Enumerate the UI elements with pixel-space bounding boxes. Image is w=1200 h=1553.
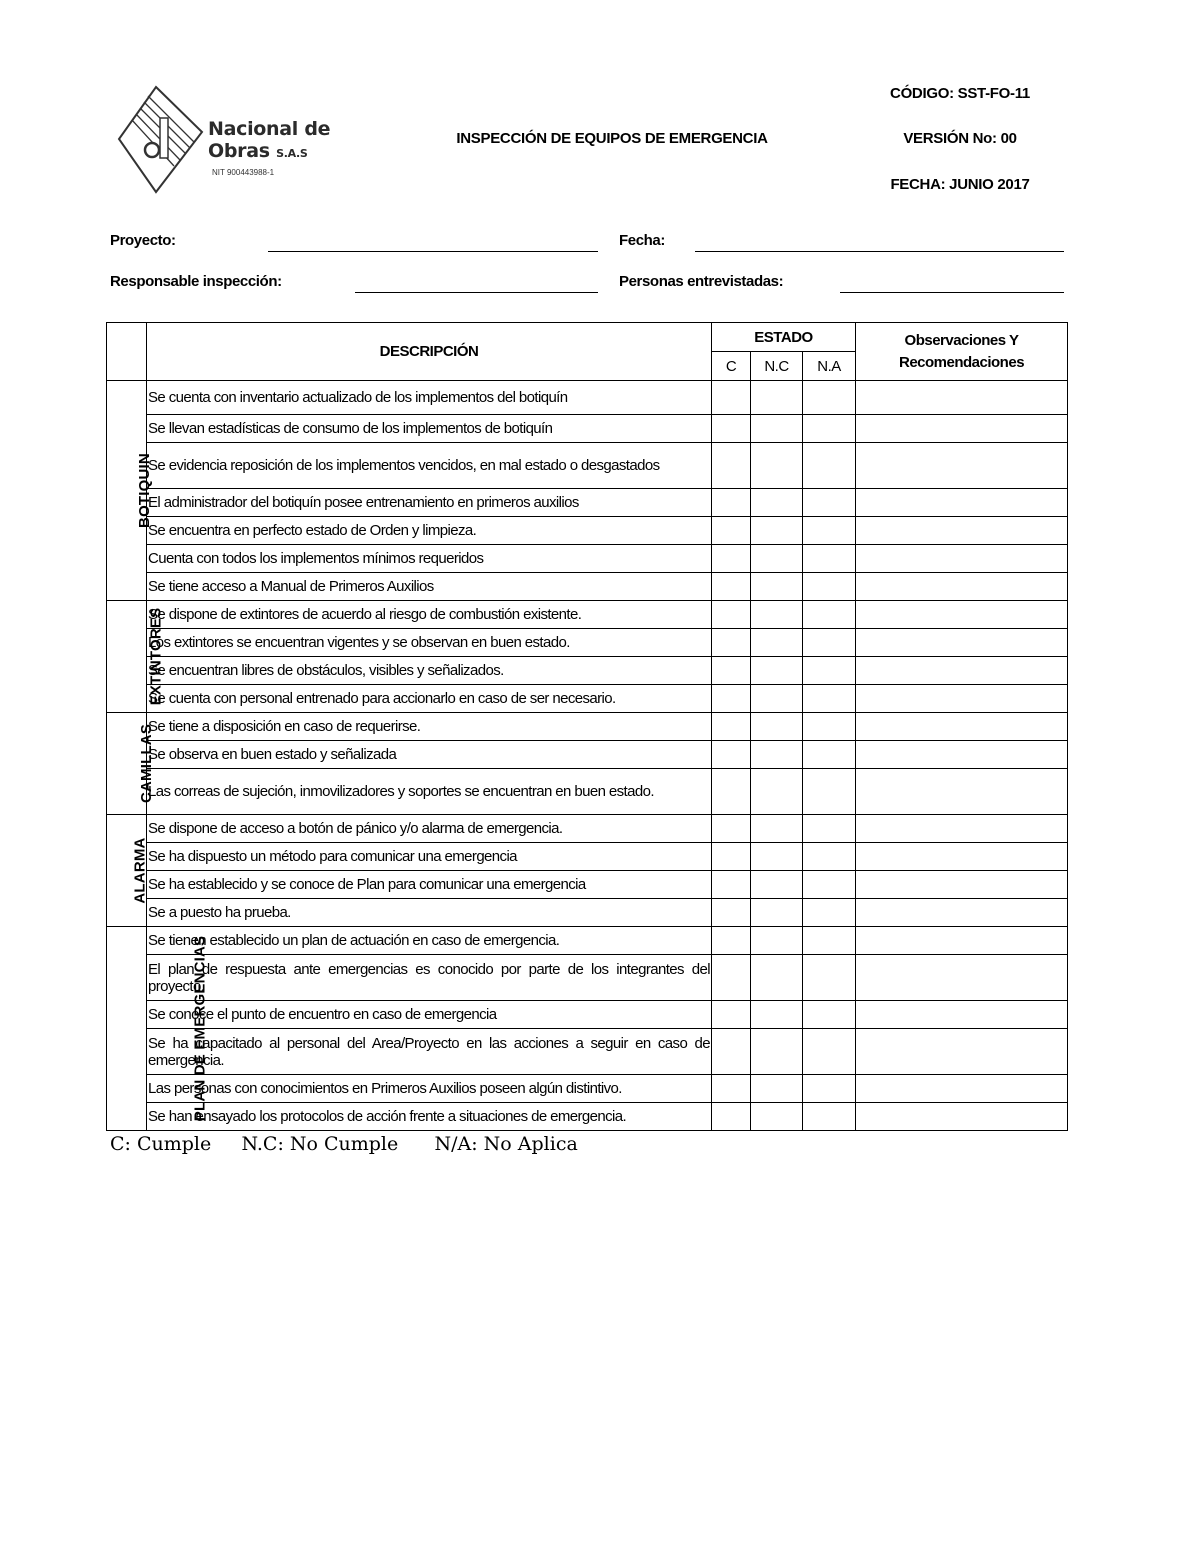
form-code: CÓDIGO: SST-FO-11 (890, 85, 1030, 102)
logo-line2: Obras (208, 140, 270, 162)
category-cell (107, 381, 153, 601)
item-description: Se cuenta con personal entrenado para accionarlo en caso de ser necesario. (147, 685, 712, 713)
status-nc-cell[interactable] (751, 685, 803, 713)
checklist-row (107, 815, 1068, 843)
status-na-cell[interactable] (803, 871, 856, 899)
status-c-cell[interactable] (712, 415, 751, 443)
item-description: Se a puesto ha prueba. (147, 899, 712, 927)
status-nc-cell[interactable] (751, 489, 803, 517)
status-na-cell[interactable] (803, 713, 856, 741)
status-nc-cell[interactable] (751, 629, 803, 657)
status-na-cell[interactable] (803, 741, 856, 769)
status-nc-cell[interactable] (751, 1075, 803, 1103)
status-c-cell[interactable] (712, 601, 751, 629)
company-logo (116, 84, 331, 196)
observations-cell[interactable] (856, 517, 1068, 545)
observations-cell[interactable] (856, 685, 1068, 713)
status-c-cell[interactable] (712, 657, 751, 685)
observations-cell[interactable] (856, 415, 1068, 443)
status-c-cell[interactable] (712, 489, 751, 517)
checklist-row (107, 443, 1068, 489)
item-description: Se cuenta con inventario actualizado de los implementos del botiquín (147, 381, 712, 415)
observations-cell[interactable] (856, 713, 1068, 741)
project-input-line[interactable] (268, 251, 598, 252)
status-nc-cell[interactable] (751, 573, 803, 601)
status-na-cell[interactable] (803, 899, 856, 927)
form-date: FECHA: JUNIO 2017 (890, 176, 1030, 193)
category-label: ALARMA (131, 836, 149, 904)
checklist-row (107, 843, 1068, 871)
status-c-cell[interactable] (712, 1075, 751, 1103)
form-version: VERSIÓN No: 00 (903, 130, 1017, 147)
observations-cell[interactable] (856, 629, 1068, 657)
checklist-row (107, 1029, 1068, 1075)
interviewees-label: Personas entrevistadas: (619, 273, 784, 290)
item-description: Se encuentran libres de obstáculos, visibles y señalizados. (147, 657, 712, 685)
observations-cell[interactable] (856, 1001, 1068, 1029)
status-nc-cell[interactable] (751, 443, 803, 489)
status-nc-cell[interactable] (751, 769, 803, 815)
status-c-cell[interactable] (712, 443, 751, 489)
observations-cell[interactable] (856, 573, 1068, 601)
item-description: Se ha dispuesto un método para comunicar una emergencia (147, 843, 712, 871)
observations-cell[interactable] (856, 443, 1068, 489)
status-c-cell[interactable] (712, 741, 751, 769)
category-label: CAMILLAS (138, 723, 156, 803)
status-na-cell[interactable] (803, 517, 856, 545)
status-nc-cell[interactable] (751, 601, 803, 629)
observations-cell[interactable] (856, 1103, 1068, 1131)
item-description: Las personas con conocimientos en Primeros Auxilios poseen algún distintivo. (147, 1075, 712, 1103)
status-na-cell[interactable] (803, 815, 856, 843)
status-c-cell[interactable] (712, 843, 751, 871)
status-c-cell[interactable] (712, 1001, 751, 1029)
item-description: Se encuentra en perfecto estado de Orden y limpieza. (147, 517, 712, 545)
status-nc-cell[interactable] (751, 871, 803, 899)
status-c-cell[interactable] (712, 381, 751, 415)
status-na-cell[interactable] (803, 657, 856, 685)
checklist-row (107, 927, 1068, 955)
status-nc-cell[interactable] (751, 545, 803, 573)
item-description: Se llevan estadísticas de consumo de los implementos de botiquín (147, 415, 712, 443)
status-na-cell[interactable] (803, 1029, 856, 1075)
status-na-cell[interactable] (803, 843, 856, 871)
project-label: Proyecto: (110, 232, 176, 249)
status-nc-cell[interactable] (751, 657, 803, 685)
logo-nit: NIT 900443988-1 (212, 168, 275, 177)
item-description: Se tiene a disposición en caso de requerirse. (147, 713, 712, 741)
observations-cell[interactable] (856, 1029, 1068, 1075)
item-description: Se ha establecido y se conoce de Plan para comunicar una emergencia (147, 871, 712, 899)
checklist-row (107, 517, 1068, 545)
item-description: Se dispone de extintores de acuerdo al riesgo de combustión existente. (147, 601, 712, 629)
status-na-cell[interactable] (803, 545, 856, 573)
item-description: El administrador del botiquín posee entrenamiento en primeros auxilios (147, 489, 712, 517)
status-c-cell[interactable] (712, 927, 751, 955)
observations-cell[interactable] (856, 769, 1068, 815)
checklist-row (107, 601, 1068, 629)
status-na-cell[interactable] (803, 489, 856, 517)
observations-cell[interactable] (856, 545, 1068, 573)
status-na-cell[interactable] (803, 927, 856, 955)
status-c-cell[interactable] (712, 545, 751, 573)
checklist-row (107, 545, 1068, 573)
date-input-line[interactable] (695, 251, 1064, 252)
checklist-row (107, 955, 1068, 1001)
status-c-cell[interactable] (712, 629, 751, 657)
checklist-row (107, 769, 1068, 815)
observations-cell[interactable] (856, 489, 1068, 517)
status-c-cell[interactable] (712, 1029, 751, 1075)
status-nc-cell[interactable] (751, 713, 803, 741)
checklist-row (107, 899, 1068, 927)
status-legend: C: Cumple N.C: No Cumple N/A: No Aplica (110, 1133, 578, 1155)
description-header: DESCRIPCIÓN (147, 323, 712, 381)
observations-cell[interactable] (856, 955, 1068, 1001)
item-description: Cuenta con todos los implementos mínimos requeridos (147, 545, 712, 573)
checklist-row (107, 489, 1068, 517)
status-c-cell[interactable] (712, 955, 751, 1001)
checklist-row (107, 415, 1068, 443)
item-description: Se tiene acceso a Manual de Primeros Auxilios (147, 573, 712, 601)
status-na-cell[interactable] (803, 1103, 856, 1131)
item-description: Las correas de sujeción, inmovilizadores y soportes se encuentran en buen estado. (147, 769, 712, 815)
category-header-cell (107, 323, 147, 381)
observations-cell[interactable] (856, 927, 1068, 955)
item-description: Los extintores se encuentran vigentes y se observan en buen estado. (147, 629, 712, 657)
checklist-row (107, 657, 1068, 685)
status-na-cell[interactable] (803, 1075, 856, 1103)
status-na-cell[interactable] (803, 601, 856, 629)
category-cell (107, 927, 209, 1131)
status-header: ESTADO (712, 323, 856, 352)
category-cell (107, 815, 147, 927)
observations-cell[interactable] (856, 871, 1068, 899)
status-nc-cell[interactable] (751, 899, 803, 927)
logo-suffix: S.A.S (276, 147, 308, 160)
status-nc-cell[interactable] (751, 927, 803, 955)
status-nc-header: N.C (751, 352, 803, 381)
checklist-body (107, 381, 1068, 1131)
status-nc-cell[interactable] (751, 955, 803, 1001)
status-c-cell[interactable] (712, 815, 751, 843)
category-cell (107, 713, 156, 815)
observations-cell[interactable] (856, 741, 1068, 769)
interviewees-input-line[interactable] (840, 292, 1064, 293)
status-nc-cell[interactable] (751, 741, 803, 769)
status-c-cell[interactable] (712, 713, 751, 741)
status-c-cell[interactable] (712, 871, 751, 899)
status-na-cell[interactable] (803, 769, 856, 815)
checklist-row (107, 629, 1068, 657)
observations-cell[interactable] (856, 815, 1068, 843)
status-na-cell[interactable] (803, 955, 856, 1001)
checklist-row (107, 685, 1068, 713)
observations-header: Observaciones Y Recomendaciones (856, 323, 1068, 381)
status-c-cell[interactable] (712, 899, 751, 927)
item-description: El plan de respuesta ante emergencias es conocido por parte de los integrantes del proyecto. (147, 955, 712, 1001)
item-description: Se ha capacitado al personal del Area/Proyecto en las acciones a seguir en caso de emergencia. (147, 1029, 712, 1075)
status-c-cell[interactable] (712, 517, 751, 545)
observations-cell[interactable] (856, 381, 1068, 415)
checklist-row (107, 1001, 1068, 1029)
status-na-header: N.A (803, 352, 856, 381)
status-na-cell[interactable] (803, 415, 856, 443)
status-nc-cell[interactable] (751, 1001, 803, 1029)
checklist-row (107, 713, 1068, 741)
status-c-header: C (712, 352, 751, 381)
observations-cell[interactable] (856, 601, 1068, 629)
status-na-cell[interactable] (803, 381, 856, 415)
inspection-table (106, 322, 1068, 1131)
status-nc-cell[interactable] (751, 843, 803, 871)
status-na-cell[interactable] (803, 573, 856, 601)
status-nc-cell[interactable] (751, 415, 803, 443)
item-description: Se evidencia reposición de los implementos vencidos, en mal estado o desgastados (147, 443, 712, 489)
checklist-row (107, 573, 1068, 601)
item-description: Se tienen establecido un plan de actuación en caso de emergencia. (147, 927, 712, 955)
item-description: Se observa en buen estado y señalizada (147, 741, 712, 769)
status-nc-cell[interactable] (751, 1029, 803, 1075)
observations-cell[interactable] (856, 899, 1068, 927)
status-na-cell[interactable] (803, 685, 856, 713)
date-label: Fecha: (619, 232, 665, 249)
status-c-cell[interactable] (712, 573, 751, 601)
category-cell (107, 601, 165, 713)
checklist-row (107, 1075, 1068, 1103)
responsible-label: Responsable inspección: (110, 273, 282, 290)
logo-diamond-icon (116, 84, 206, 196)
category-label: PLAN DE EMERGENCIAS (191, 935, 209, 1121)
item-description: Se dispone de acceso a botón de pánico y/o alarma de emergencia. (147, 815, 712, 843)
checklist-row (107, 1103, 1068, 1131)
observations-cell[interactable] (856, 657, 1068, 685)
checklist-row (107, 741, 1068, 769)
status-c-cell[interactable] (712, 685, 751, 713)
item-description: Se han ensayado los protocolos de acción frente a situaciones de emergencia. (147, 1103, 712, 1131)
observations-cell[interactable] (856, 1075, 1068, 1103)
checklist-row (107, 871, 1068, 899)
status-na-cell[interactable] (803, 1001, 856, 1029)
status-na-cell[interactable] (803, 443, 856, 489)
form-title: INSPECCIÓN DE EQUIPOS DE EMERGENCIA (456, 130, 768, 147)
category-label: BOTIQUIN (135, 452, 153, 528)
category-label: EXTINTORES (147, 607, 165, 705)
status-c-cell[interactable] (712, 769, 751, 815)
status-nc-cell[interactable] (751, 517, 803, 545)
status-c-cell[interactable] (712, 1103, 751, 1131)
observations-cell[interactable] (856, 843, 1068, 871)
status-nc-cell[interactable] (751, 815, 803, 843)
item-description: Se conoce el punto de encuentro en caso de emergencia (147, 1001, 712, 1029)
checklist-row (107, 381, 1068, 415)
status-na-cell[interactable] (803, 629, 856, 657)
status-nc-cell[interactable] (751, 381, 803, 415)
logo-company-name (208, 118, 330, 165)
responsible-input-line[interactable] (355, 292, 598, 293)
status-nc-cell[interactable] (751, 1103, 803, 1131)
logo-line1: Nacional de (208, 118, 331, 140)
